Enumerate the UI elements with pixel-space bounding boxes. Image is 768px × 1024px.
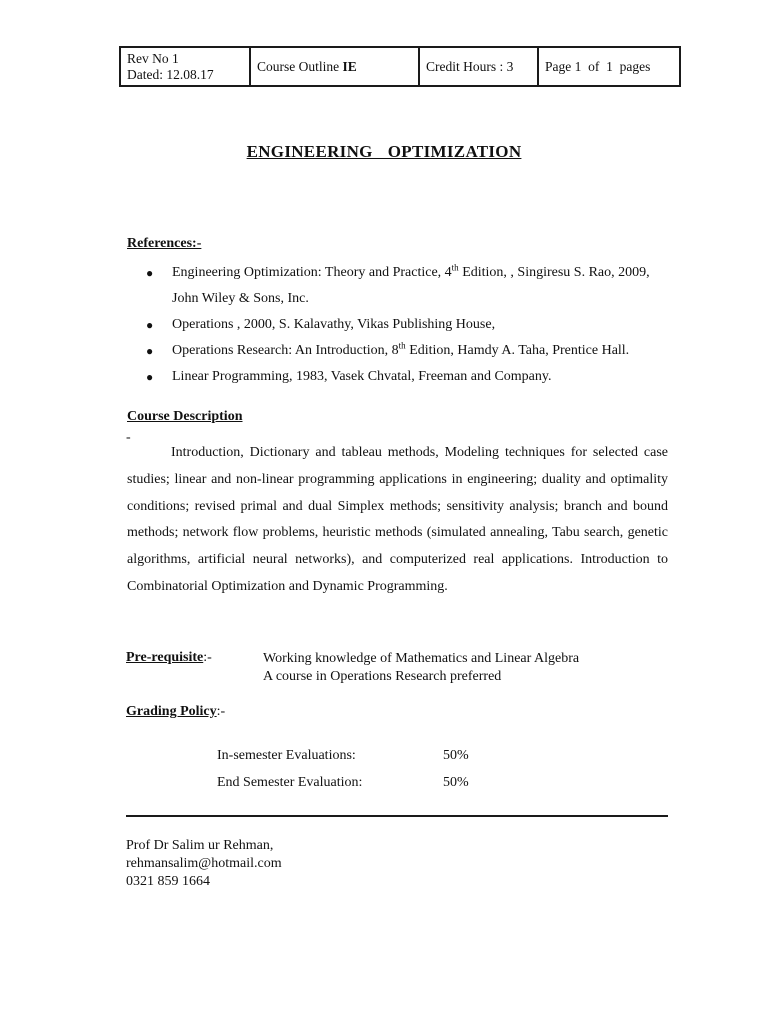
grading-policy-label [126,704,225,720]
prerequisite-label-text: Pre-requisite [126,650,204,665]
grade-row-name: End Semester Evaluation: [217,775,363,790]
revision-number: Rev No 1 [127,50,179,66]
grade-row-name: In-semester Evaluations: [217,748,356,763]
horizontal-divider [126,815,668,817]
revision-date: Dated: 12.08.17 [127,66,214,82]
reference-text: Operations Research: An Introduction, 8 [172,343,399,358]
prerequisite-label [126,650,212,666]
references-list [146,260,676,390]
page-info: Page 1 of 1 pages [545,58,651,74]
reference-text: Linear Programming, 1983, Vasek Chvatal, Freeman and Company. [172,369,552,384]
contact-name: Prof Dr Salim ur Rehman, [126,838,274,853]
prerequisite-line: Working knowledge of Mathematics and Linear Algebra [263,651,580,666]
grading-policy-label-text: Grading Policy [126,704,217,719]
page-info-cell [539,48,679,85]
reference-text: Operations , 2000, S. Kalavathy, Vikas Publishing House, [172,317,496,332]
credit-hours: Credit Hours : 3 [426,58,514,74]
course-outline-code: IE [342,58,357,74]
reference-item [146,364,676,390]
reference-item [146,312,676,338]
reference-superscript: th [451,262,459,273]
revision-cell [121,48,251,85]
contact-block [126,837,282,891]
course-outline-label [257,59,418,75]
reference-item [146,260,676,312]
grading-policy-label-suffix: :- [216,704,226,719]
reference-superscript: th [398,340,406,351]
bullet-icon: ● [146,370,154,384]
contact-phone: 0321 859 1664 [126,874,210,889]
header-table [119,46,681,87]
grade-row-value: 50% [443,775,469,790]
references-heading: References:- [127,236,202,251]
reference-text-cont: Edition, , Singiresu S. Rao, 2009, John Wiley & Sons, Inc. [172,265,650,306]
grade-row-value: 50% [443,748,469,763]
prerequisite-text [263,650,579,686]
course-description-dash: - [126,430,131,445]
reference-text: Engineering Optimization: Theory and Practice, 4 [172,265,452,280]
reference-text-cont: Edition, Hamdy A. Taha, Prentice Hall. [405,343,630,358]
course-description-heading: Course Description [127,409,243,424]
bullet-icon: ● [146,318,154,332]
prerequisite-line: A course in Operations Research preferred [263,669,502,684]
course-outline-prefix: Course Outline [257,58,343,74]
credit-hours-cell [420,48,539,85]
course-description-text: Introduction, Dictionary and tableau methods, Modeling techniques for selected case studies; linear and non-linear programming applications in engineering; duality and optimality conditions; revised primal and dual Simplex methods; sensitivity analysis; branch and bound methods; network flow problems, heuristic methods (simulated annealing, Tabu search, genetic algorithms, artificial neural networks), and computerized real applications. Introduction to Combinatorial Optimization and Dynamic Programming. [127,445,668,594]
reference-item [146,338,676,364]
contact-email: rehmansalim@hotmail.com [126,856,282,871]
prerequisite-label-suffix: :- [203,650,212,665]
course-outline-cell [251,48,420,85]
document-title: ENGINEERING OPTIMIZATION [246,142,522,161]
bullet-icon: ● [146,266,154,280]
bullet-icon: ● [146,344,154,358]
